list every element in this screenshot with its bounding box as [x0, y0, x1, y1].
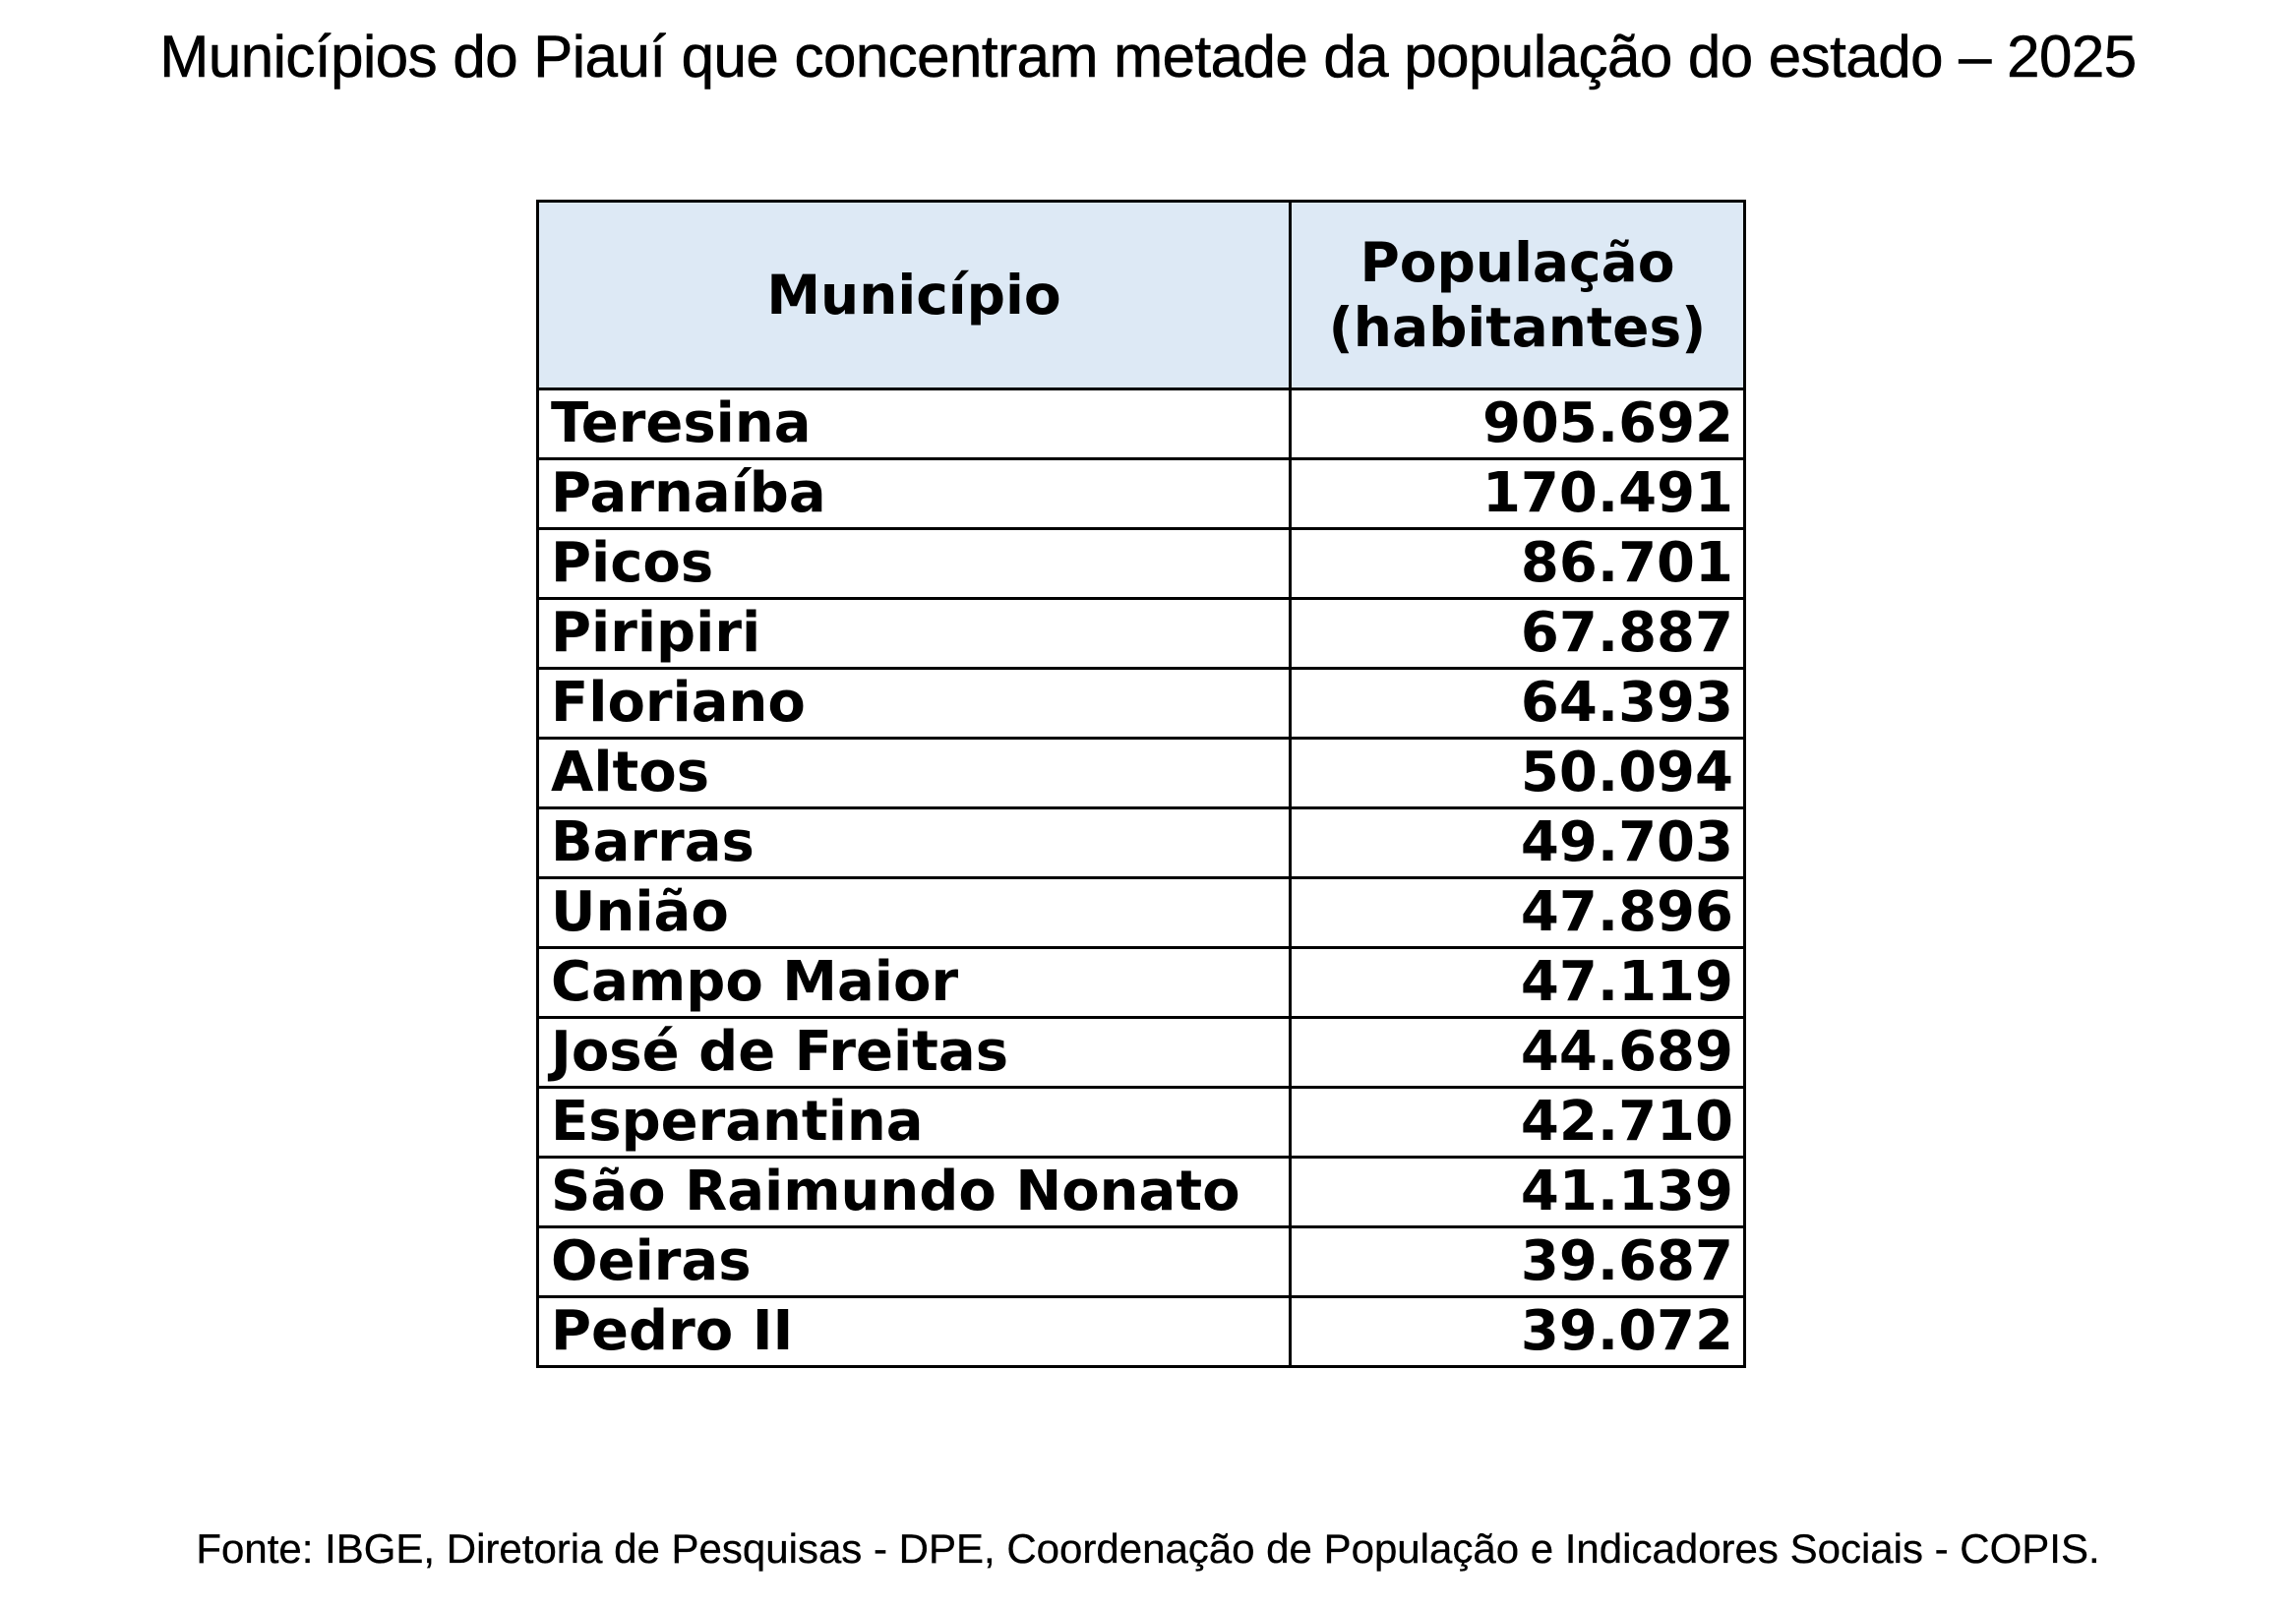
populacao-cell: 47.896 [1291, 878, 1745, 948]
populacao-cell: 50.094 [1291, 739, 1745, 808]
table-row [538, 389, 1745, 459]
populacao-cell: 64.393 [1291, 669, 1745, 739]
source-note: Fonte: IBGE, Diretoria de Pesquisas - DPE, Coordenação de População e Indicadores Sociais - COPIS. [196, 1525, 2100, 1572]
municipio-cell: Pedro II [538, 1297, 1291, 1367]
table-row [538, 1158, 1745, 1227]
table-row [538, 459, 1745, 529]
populacao-cell: 44.689 [1291, 1018, 1745, 1088]
table-row [538, 739, 1745, 808]
populacao-cell: 39.072 [1291, 1297, 1745, 1367]
table-row [538, 1018, 1745, 1088]
populacao-cell: 67.887 [1291, 599, 1745, 669]
populacao-cell: 905.692 [1291, 389, 1745, 459]
table-row [538, 878, 1745, 948]
population-table [536, 200, 1746, 1368]
populacao-cell: 170.491 [1291, 459, 1745, 529]
table-row [538, 669, 1745, 739]
municipio-cell: José de Freitas [538, 1018, 1291, 1088]
populacao-cell: 39.687 [1291, 1227, 1745, 1297]
municipio-cell: Piripiri [538, 599, 1291, 669]
municipio-cell: Campo Maior [538, 948, 1291, 1018]
column-header-populacao-line2: (habitantes) [1328, 296, 1707, 359]
table-row [538, 599, 1745, 669]
municipio-cell: Altos [538, 739, 1291, 808]
municipio-cell: Barras [538, 808, 1291, 878]
populacao-cell: 41.139 [1291, 1158, 1745, 1227]
municipio-cell: Teresina [538, 389, 1291, 459]
municipio-cell: União [538, 878, 1291, 948]
municipio-cell: Picos [538, 529, 1291, 599]
column-header-populacao-line1: População [1359, 231, 1675, 294]
table-row [538, 948, 1745, 1018]
municipio-cell: São Raimundo Nonato [538, 1158, 1291, 1227]
municipio-cell: Floriano [538, 669, 1291, 739]
table-row [538, 808, 1745, 878]
column-header-municipio: Município [538, 202, 1291, 389]
populacao-cell: 42.710 [1291, 1088, 1745, 1158]
populacao-cell: 47.119 [1291, 948, 1745, 1018]
column-header-populacao [1291, 202, 1745, 389]
populacao-cell: 49.703 [1291, 808, 1745, 878]
table-row [538, 1297, 1745, 1367]
page-title: Municípios do Piauí que concentram metade da população do estado – 2025 [159, 24, 2137, 89]
populacao-cell: 86.701 [1291, 529, 1745, 599]
table-row [538, 1227, 1745, 1297]
municipio-cell: Parnaíba [538, 459, 1291, 529]
municipio-cell: Oeiras [538, 1227, 1291, 1297]
municipio-cell: Esperantina [538, 1088, 1291, 1158]
table-header-row [538, 202, 1745, 389]
table-row [538, 529, 1745, 599]
table-row [538, 1088, 1745, 1158]
